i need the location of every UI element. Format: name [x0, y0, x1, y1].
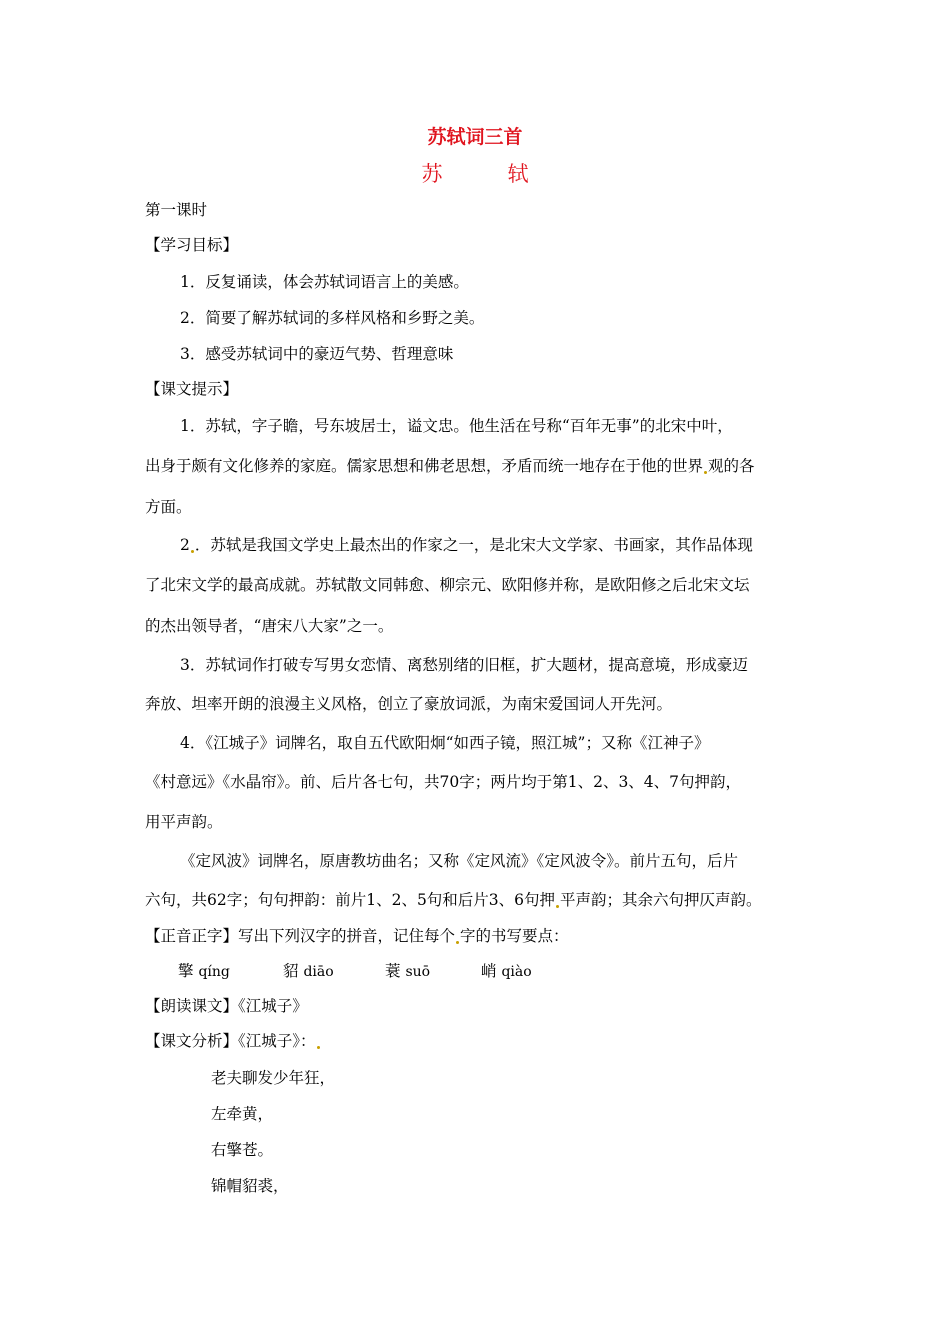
- mark-dot: [704, 471, 707, 474]
- mark-dot: [556, 905, 559, 908]
- tip-line: 3．苏轼词作打破专写男女恋情、离愁别绪的旧框，扩大题材，提高意境，形成豪迈: [180, 656, 748, 674]
- lesson-label: 第一课时: [145, 201, 208, 219]
- tip-line: 1．苏轼，字子瞻，号东坡居士，谥文忠。他生活在号称“百年无事”的北宋中叶，: [180, 417, 733, 435]
- poem-line: 老夫聊发少年狂，: [211, 1069, 336, 1087]
- tip-line: 了北宋文学的最高成就。苏轼散文同韩愈、柳宗元、欧阳修并称，是欧阳修之后北宋文坛: [145, 576, 750, 594]
- mark-dot: [456, 941, 459, 944]
- tip-line: 六句，共62字；句句押韵：前片1、2、5句和后片3、6句押 平声韵；其余六句押仄声韵。: [145, 891, 762, 909]
- goal-item: 3．感受苏轼词中的豪迈气势、哲理意味: [180, 345, 454, 363]
- poem-line: 右擎苍。: [211, 1141, 274, 1159]
- goals-heading: 【学习目标】: [145, 236, 239, 254]
- tip-line: 《定风波》词牌名，原唐教坊曲名；又称《定风流》《定风波令》。前片五句，后片: [180, 852, 739, 870]
- word-item: 擎 qíng: [178, 962, 230, 980]
- page-title: 苏轼词三首: [427, 126, 523, 148]
- author: 苏 轼: [421, 162, 551, 186]
- pronunciation-line: 【正音正字】写出下列汉字的拼音，记住每个 字的书写要点：: [145, 927, 569, 945]
- goal-item: 2．简要了解苏轼词的多样风格和乡野之美。: [180, 309, 485, 327]
- analysis-heading: 【课文分析】: [145, 1032, 239, 1050]
- tips-heading: 【课文提示】: [145, 380, 239, 398]
- tip-line: 出身于颇有文化修养的家庭。儒家思想和佛老思想，矛盾而统一地存在于他的世界 观的各: [145, 457, 755, 475]
- mark-dot: [317, 1046, 320, 1049]
- tip-line: 4．《江城子》词牌名，取自五代欧阳炯“如西子镜，照江城”；又称《江神子》: [180, 734, 710, 752]
- poem-line: 左牵黄，: [211, 1105, 274, 1123]
- pronunciation-heading: 【正音正字】: [145, 927, 239, 945]
- tip-line: 《村意远》《水晶帘》。前、后片各七句，共70字；两片均于第1、2、3、4、7句押韵，: [145, 773, 742, 791]
- tip-line: 方面。: [145, 498, 192, 516]
- word-item: 峭 qiào: [481, 962, 532, 980]
- reading-heading: 【朗读课文】: [145, 997, 239, 1015]
- word-item: 貂 diāo: [283, 962, 334, 980]
- tip-line: 的杰出领导者，“唐宋八大家”之一。: [145, 617, 394, 635]
- reading-line: 【朗读课文】《江城子》: [145, 997, 308, 1015]
- goal-item: 1．反复诵读，体会苏轼词语言上的美感。: [180, 273, 469, 291]
- analysis-line: 【课文分析】《江城子》：: [145, 1031, 321, 1051]
- tip-line: 用平声韵。: [145, 813, 223, 831]
- tip-line: 奔放、坦率开朗的浪漫主义风格，创立了豪放词派，为南宋爱国词人开先河。: [145, 695, 673, 713]
- word-item: 蓑 suō: [385, 962, 431, 980]
- tip-line: 2 ．苏轼是我国文学史上最杰出的作家之一，是北宋大文学家、书画家，其作品体现: [180, 536, 753, 554]
- poem-line: 锦帽貂裘，: [211, 1177, 289, 1195]
- mark-dot: [191, 550, 194, 553]
